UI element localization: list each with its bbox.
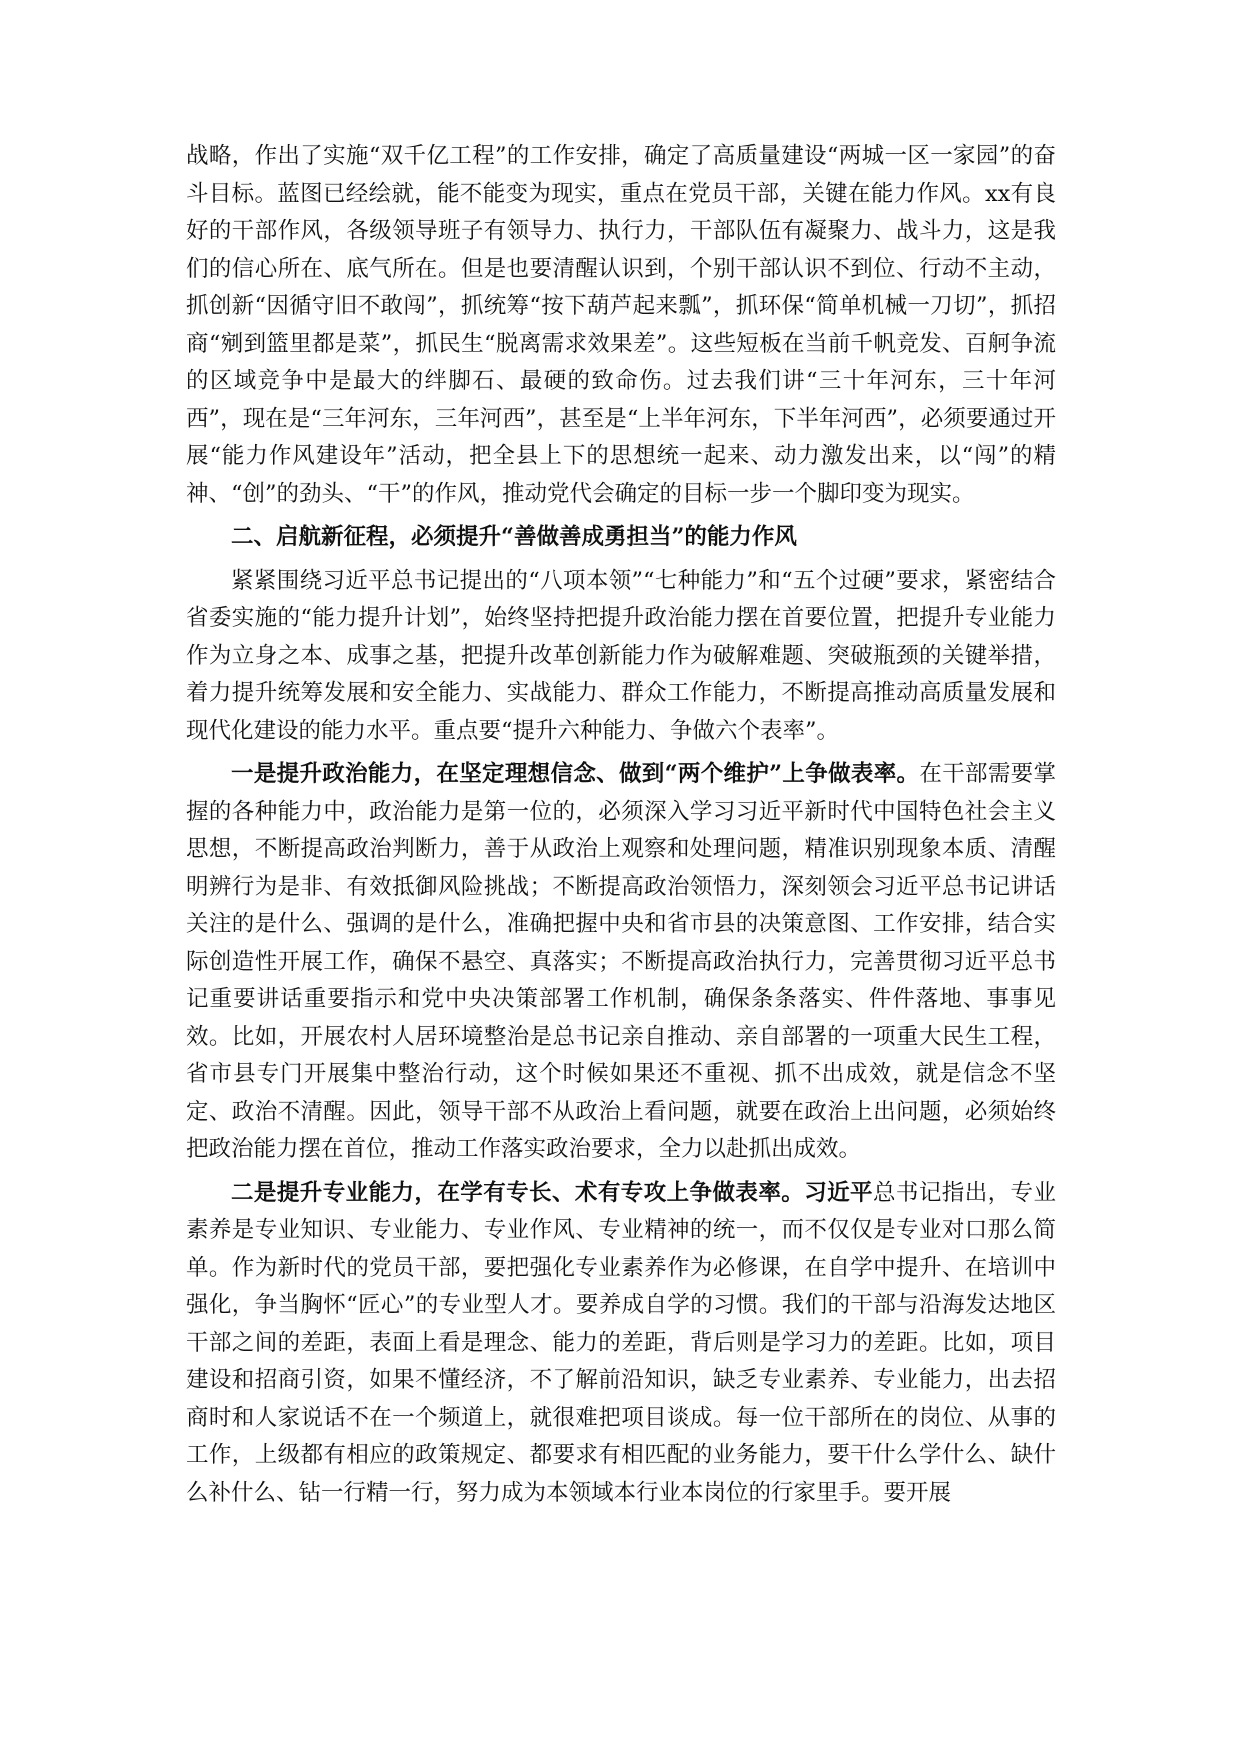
- paragraph-political-ability-body: 在干部需要掌握的各种能力中，政治能力是第一位的，必须深入学习习近平新时代中国特色社会主义思想，不断提高政治判断力，善于从政治上观察和处理问题，精准识别现象本质、清醒明辨行为是非、有效抵御风险挑战；不断提高政治领悟力，深刻领会习近平总书记讲话关注的是什么、强调的是什么，准确把握中央和省市县的决策意图、工作安排，结合实际创造性开展工作，确保不悬空、真落实；不断提高政治执行力，完善贯彻习近平总书记重要讲话重要指示和党中央决策部署工作机制，确保条条落实、件件落地、事事见效。比如，开展农村人居环境整治是总书记亲自推动、亲自部署的一项重大民生工程，省市县专门开展集中整治行动，这个时候如果还不重视、抓不出成效，就是信念不坚定、政治不清醒。因此，领导干部不从政治上看问题，就要在政治上出问题，必须始终把政治能力摆在首位，推动工作落实政治要求，全力以赴抓出成效。: [186, 761, 1056, 1162]
- paragraph-professional-ability: [186, 1175, 1056, 1513]
- section-heading-2: 二、启航新征程，必须提升“善做善成勇担当”的能力作风: [231, 524, 797, 550]
- paragraph-section-2-intro: 紧紧围绕习近平总书记提出的“八项本领”“七种能力”和“五个过硬”要求，紧密结合省委实施的“能力提升计划”，始终坚持把提升政治能力摆在首要位置，把提升专业能力作为立身之本、成事之基，把提升改革创新能力作为破解难题、突破瓶颈的关键举措，着力提升统筹发展和安全能力、实战能力、群众工作能力，不断提高推动高质量发展和现代化建设的能力水平。重点要“提升六种能力、争做六个表率”。: [186, 567, 1056, 744]
- paragraph-political-ability-lead: 一是提升政治能力，在坚定理想信念、做到“两个维护”上争做表率。: [231, 761, 920, 787]
- paragraph-political-ability: [186, 756, 1056, 1169]
- paragraph-professional-ability-body: 总书记指出，专业素养是专业知识、专业能力、专业作风、专业精神的统一，而不仅仅是专业对口那么简单。作为新时代的党员干部，要把强化专业素养作为必修课，在自学中提升、在培训中强化，争当胸怀“匠心”的专业型人才。要养成自学的习惯。我们的干部与沿海发达地区干部之间的差距，表面上看是理念、能力的差距，背后则是学习力的差距。比如，项目建设和招商引资，如果不懂经济，不了解前沿知识，缺乏专业素养、专业能力，出去招商时和人家说话不在一个频道上，就很难把项目谈成。每一位干部所在的岗位、从事的工作，上级都有相应的政策规定、都要求有相匹配的业务能力，要干什么学什么、缺什么补什么、钻一行精一行，努力成为本领域本行业本岗位的行家里手。要开展: [186, 1179, 1056, 1506]
- paragraph-professional-ability-lead: 二是提升专业能力，在学有专长、术有专攻上争做表率。习近平: [231, 1179, 873, 1206]
- document-page: [186, 138, 1056, 1512]
- paragraph-intro: 战略，作出了实施“双千亿工程”的工作安排，确定了高质量建设“两城一区一家园”的奋斗目标。蓝图已经绘就，能不能变为现实，重点在党员干部，关键在能力作风。xx有良好的干部作风，各级领导班子有领导力、执行力，干部队伍有凝聚力、战斗力，这是我们的信心所在、底气所在。但是也要清醒认识到，个别干部认识不到位、行动不主动，抓创新“因循守旧不敢闯”，抓统筹“按下葫芦起来瓢”，抓环保“简单机械一刀切”，抓招商“剜到篮里都是菜”，抓民生“脱离需求效果差”。这些短板在当前千帆竞发、百舸争流的区域竞争中是最大的绊脚石、最硬的致命伤。过去我们讲“三十年河东，三十年河西”，现在是“三年河东，三年河西”，甚至是“上半年河东，下半年河西”，必须要通过开展“能力作风建设年”活动，把全县上下的思想统一起来、动力激发出来，以“闯”的精神、“创”的劲头、“干”的作风，推动党代会确定的目标一步一个脚印变为现实。: [186, 143, 1056, 507]
